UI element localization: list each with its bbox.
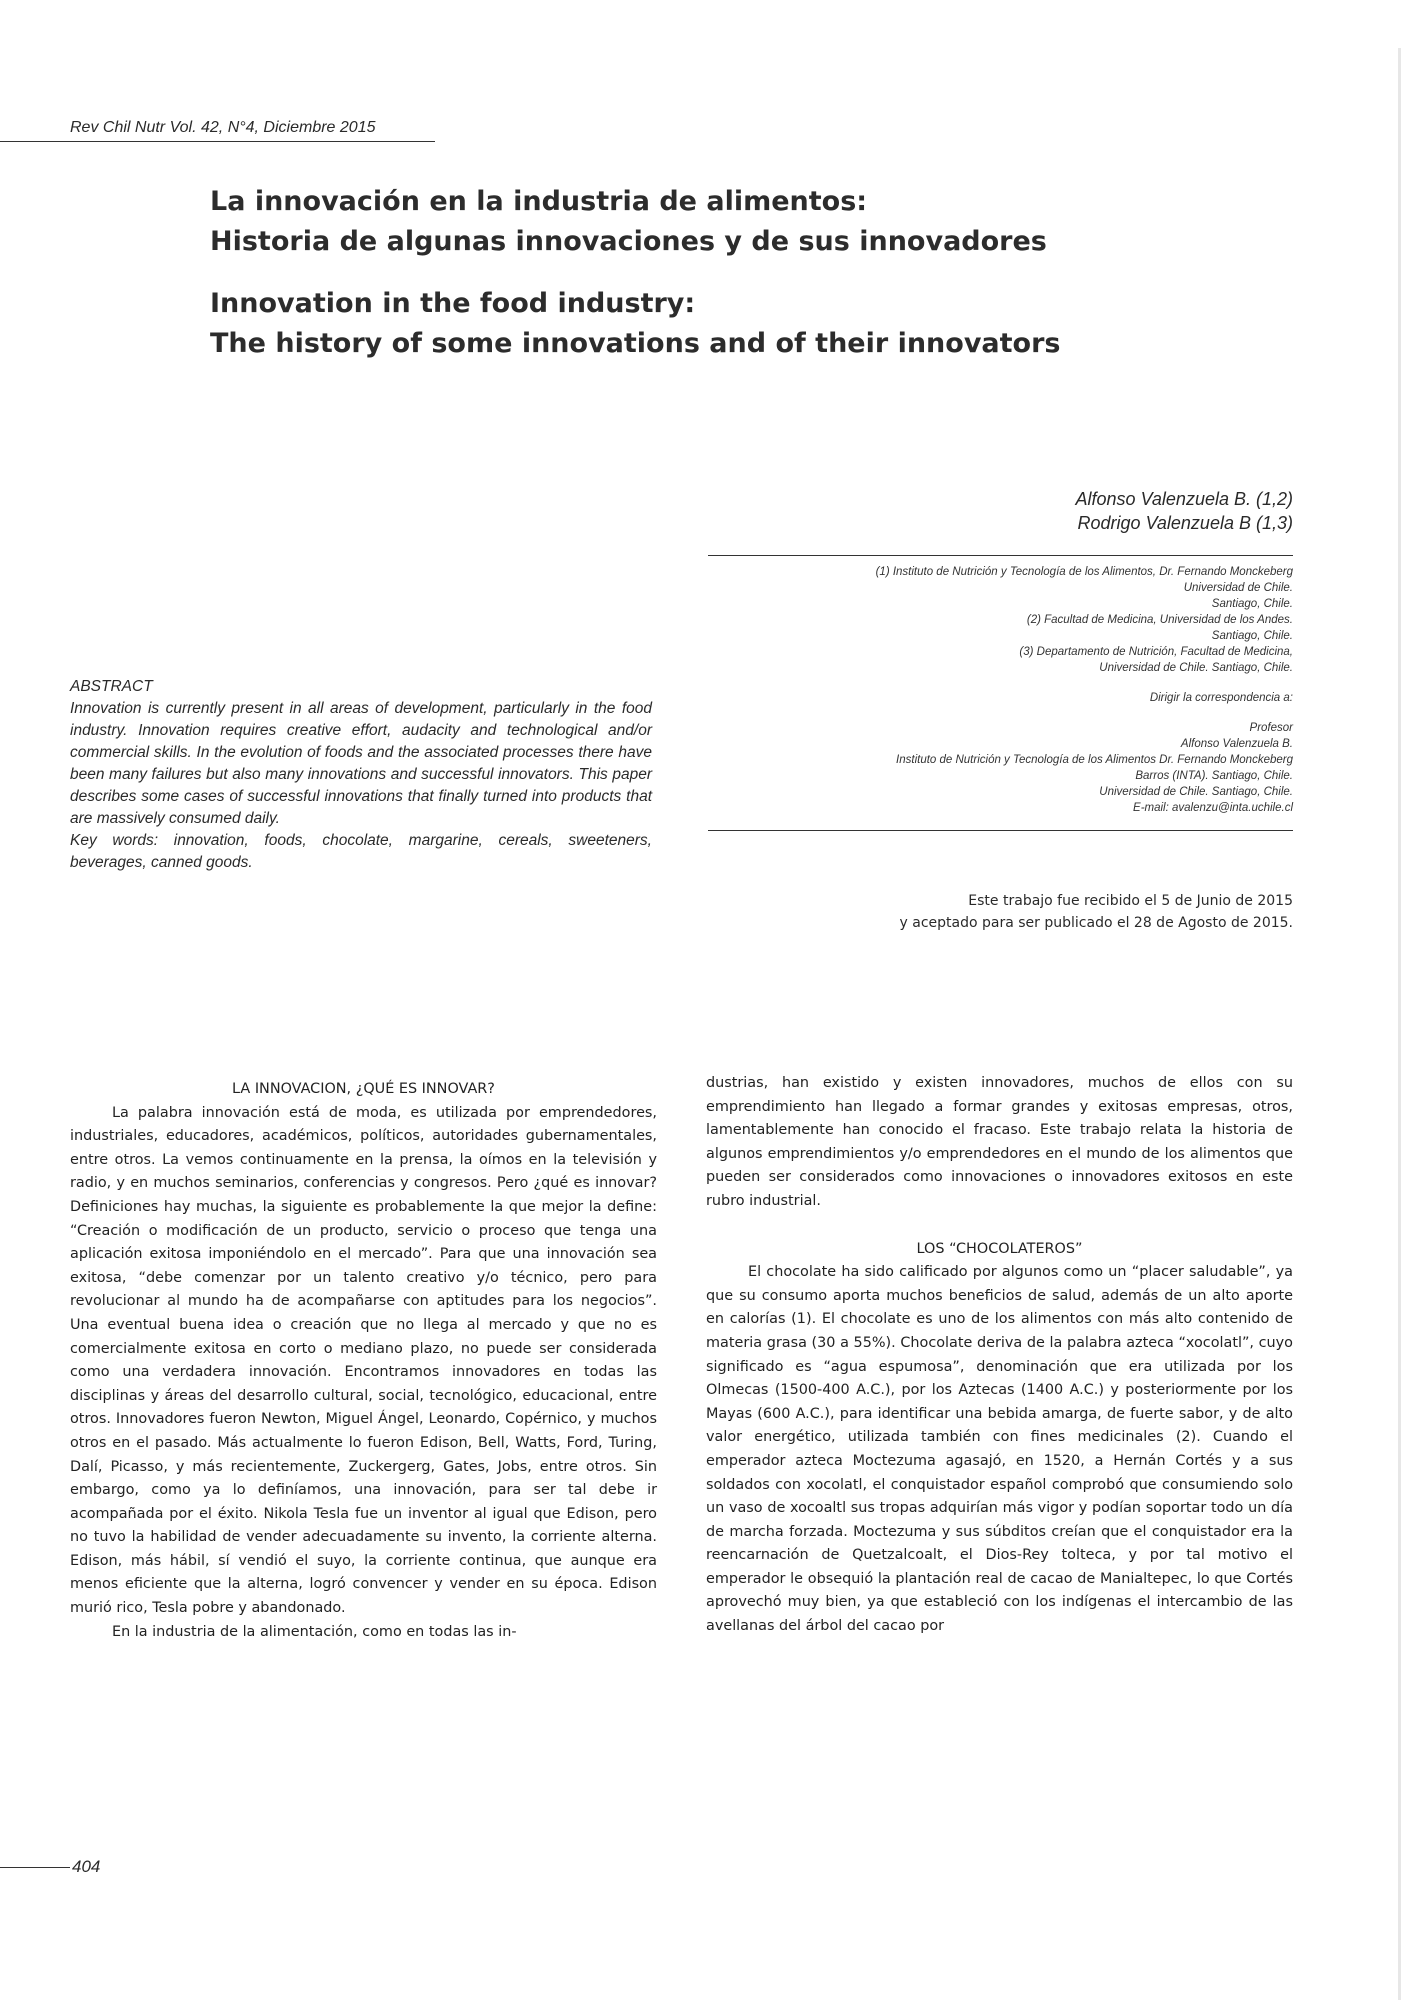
- affiliation-line: Santiago, Chile.: [1211, 598, 1293, 610]
- abstract-block: [70, 676, 652, 874]
- affiliation-line: Santiago, Chile.: [1211, 630, 1293, 642]
- abstract-body: Innovation is currently present in all areas of development, particularly in the food industry. Innovation requires creative effort, audacity and technological and/or commercial skills. In the evolution of foods and the associated processes there have been many failures but also many innovations and successful innovators. This paper describes some cases of successful innovations that finally turned into products that are massively consumed daily.: [70, 700, 652, 827]
- title-es-line2: Historia de algunas innovaciones y de sus innovadores: [210, 226, 1047, 257]
- correspondence-line: Alfonso Valenzuela B.: [1180, 738, 1293, 750]
- title-en-line2: The history of some innovations and of their innovators: [210, 328, 1061, 359]
- affiliation-line: (2) Facultad de Medicina, Universidad de los Andes.: [1026, 614, 1293, 626]
- correspondence-line: Instituto de Nutrición y Tecnología de los Alimentos Dr. Fernando Monckeberg: [896, 754, 1293, 766]
- body-column-right: [706, 1072, 1293, 1639]
- section-heading: LOS “CHOCOLATEROS”: [916, 1240, 1083, 1257]
- page-edge: [1398, 48, 1401, 2000]
- correspondence-line: Profesor: [1249, 722, 1293, 734]
- body-paragraph: En la industria de la alimentación, como en todas las in-: [112, 1623, 517, 1640]
- received-dates: [900, 890, 1293, 934]
- correspondence-line: Barros (INTA). Santiago, Chile.: [1135, 770, 1293, 782]
- affiliation-line: Universidad de Chile.: [1183, 582, 1293, 594]
- page-number: 404: [72, 1857, 101, 1876]
- section-heading: LA INNOVACION, ¿QUÉ ES INNOVAR?: [232, 1081, 495, 1097]
- body-column-left: [70, 1078, 657, 1644]
- correspondence-line: Universidad de Chile. Santiago, Chile.: [1099, 786, 1293, 798]
- received-line: Este trabajo fue recibido el 5 de Junio de 2015: [968, 893, 1293, 909]
- body-paragraph: El chocolate ha sido calificado por algunos como un “placer saludable”, ya que su consumo aporta muchos beneficios de salud, además de un alto aporte en calorías (1). El chocolate es uno de los alimentos con más alto contenido de materia grasa (30 a 55%). Chocolate deriva de la palabra azteca “xocolatl”, cuyo significado es “agua espumosa”, denominación que era utilizada por los Olmecas (1500-400 A.C.), por los Aztecas (1400 A.C.) y posteriormente por los Mayas (600 A.C.), para identificar una bebida amarga, de fuerte sabor, y de alto valor energético, utilizada también con fines medicinales (2). Cuando el emperador azteca Moctezuma agasajó, en 1520, a Hernán Cortés y a sus soldados con xocolatl, el conquistador español comprobó que consumiendo solo un vaso de xocoaltl sus tropas adquirían más vigor y podían soportar todo un día de marcha forzada. Moctezuma y sus súbditos creían que el conquistador era la reencarnación de Quetzalcoalt, el Dios-Rey tolteca, y por tal motivo el emperador le obsequió la plantación real de cacao de Manialtepec, lo que Cortés aprovechó muy bien, ya que estableció con los indígenas el intercambio de las avellanas del árbol del cacao por: [706, 1264, 1293, 1635]
- footer-rule: [0, 1867, 70, 1868]
- accepted-line: y aceptado para ser publicado el 28 de Agosto de 2015.: [899, 915, 1293, 931]
- title-block: [210, 182, 1310, 364]
- affiliation-line: (1) Instituto de Nutrición y Tecnología de los Alimentos, Dr. Fernando Monckeberg: [875, 566, 1293, 578]
- author: Rodrigo Valenzuela B (1,3): [1077, 513, 1293, 533]
- journal-header: Rev Chil Nutr Vol. 42, N°4, Diciembre 2015: [0, 119, 435, 142]
- correspondence-email[interactable]: E-mail: avalenzu@inta.uchile.cl: [1133, 802, 1293, 814]
- body-paragraph: dustrias, han existido y existen innovadores, muchos de ellos con su emprendimiento han llegado a formar grandes y exitosas empresas, otros, lamentablemente han conocido el fracaso. Este trabajo relata la historia de algunos emprendimientos y/o emprendedores en el mundo de los alimentos que pueden ser considerados como innovaciones o innovadores exitosos en este rubro industrial.: [706, 1075, 1293, 1209]
- abstract-heading: ABSTRACT: [70, 678, 153, 695]
- affiliation-line: Universidad de Chile. Santiago, Chile.: [1099, 662, 1293, 674]
- body-paragraph: La palabra innovación está de moda, es utilizada por emprendedores, industriales, educadores, académicos, políticos, autoridades gubernamentales, entre otros. La vemos continuamente en la prensa, la oímos en la televisión y radio, y en muchos seminarios, conferencias y congresos. Pero ¿qué es innovar? Definiciones hay muchas, la siguiente es probablemente la que mejor la define: “Creación o modificación de un producto, servicio o proceso que tenga una aplicación exitosa imponiéndolo en el mercado”. Para que una innovación sea exitosa, “debe comenzar por un talento creativo y/o técnico, pero para revolucionar al mundo ha de acompañarse con aptitudes para los negocios”. Una eventual buena idea o creación que no llega al mercado y que no es comercialmente exitosa en corto o mediano plazo, no puede ser considerada como una verdadera innovación. Encontramos innovadores en todas las disciplinas y áreas del desarrollo cultural, social, tecnológico, educacional, entre otros. Innovadores fueron Newton, Miguel Ángel, Leonardo, Copérnico, y muchos otros en el pasado. Más actualmente lo fueron Edison, Bell, Watts, Ford, Turing, Dalí, Picasso, y más recientemente, Zuckergerg, Gates, Jobs, entre otros. Sin embargo, como ya lo definíamos, una innovación, para ser tal debe ir acompañada por el éxito. Nikola Tesla fue un inventor al igual que Edison, pero no tuvo la habilidad de vender adecuadamente su invento, la corriente alterna. Edison, más hábil, sí vendió el suyo, la corriente continua, que aunque era menos eficiente que la alterna, logró convencer y vender en su época. Edison murió rico, Tesla pobre y abandonado.: [70, 1104, 657, 1617]
- correspondence-label: Dirigir la correspondencia a:: [1149, 692, 1293, 704]
- affiliations-block: [708, 555, 1293, 831]
- page-footer: [0, 1857, 100, 1877]
- author: Alfonso Valenzuela B. (1,2): [1075, 489, 1293, 509]
- title-en-line1: Innovation in the food industry:: [210, 288, 696, 319]
- keywords: Key words: innovation, foods, chocolate, margarine, cereals, sweeteners, beverages, canned goods.: [70, 832, 652, 871]
- affiliation-line: (3) Departamento de Nutrición, Facultad de Medicina,: [1019, 646, 1293, 658]
- title-es-line1: La innovación en la industria de alimentos:: [210, 186, 868, 217]
- author-list: [1076, 487, 1293, 535]
